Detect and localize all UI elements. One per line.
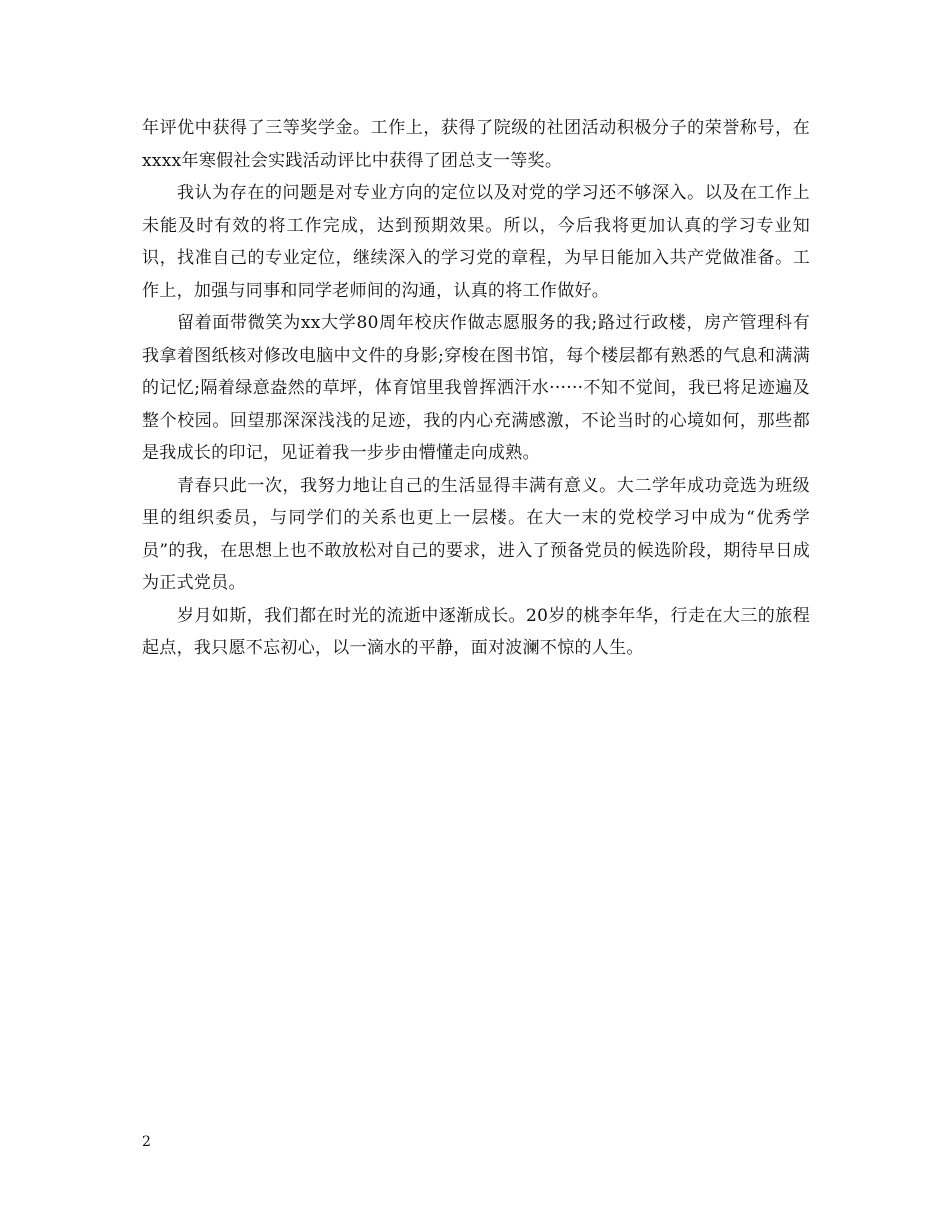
paragraph-2: 我认为存在的问题是对专业方向的定位以及对党的学习还不够深入。以及在工作上未能及时有效的将工作完成，达到预期效果。所以，今后我将更加认真的学习专业知识，找准自己的专业定位，继续深入的学习党的章程，为早日能加入共产党做准备。工作上，加强与同事和同学老师间的沟通，认真的将工作做好。 xyxy=(142,183,810,301)
paragraph-4: 青春只此一次，我努力地让自己的生活显得丰满有意义。大二学年成功竞选为班级里的组织委员，与同学们的关系也更上一层楼。在大一末的党校学习中成为“优秀学员”的我，在思想上也不敢放松对自己的要求，进入了预备党员的候选阶段，期待早日成为正式党员。 xyxy=(142,475,810,593)
document-body xyxy=(142,112,810,665)
page-number: 2 xyxy=(142,1134,151,1150)
paragraph-5: 岁月如斯，我们都在时光的流逝中逐渐成长。20岁的桃李年华，行走在大三的旅程起点，我只愿不忘初心，以一滴水的平静，面对波澜不惊的人生。 xyxy=(142,605,810,658)
paragraph-1: 年评优中获得了三等奖学金。工作上，获得了院级的社团活动积极分子的荣誉称号，在xxxx年寒假社会实践活动评比中获得了团总支一等奖。 xyxy=(142,118,810,171)
paragraph-3: 留着面带微笑为xx大学80周年校庆作做志愿服务的我;路过行政楼，房产管理科有我拿着图纸核对修改电脑中文件的身影;穿梭在图书馆，每个楼层都有熟悉的气息和满满的记忆;隔着绿意盎然的草坪，体育馆里我曾挥洒汗水······不知不觉间，我已将足迹遍及整个校园。回望那深深浅浅的足迹，我的内心充满感激，不论当时的心境如何，那些都是我成长的印记，见证着我一步步由懵懂走向成熟。 xyxy=(142,313,810,463)
